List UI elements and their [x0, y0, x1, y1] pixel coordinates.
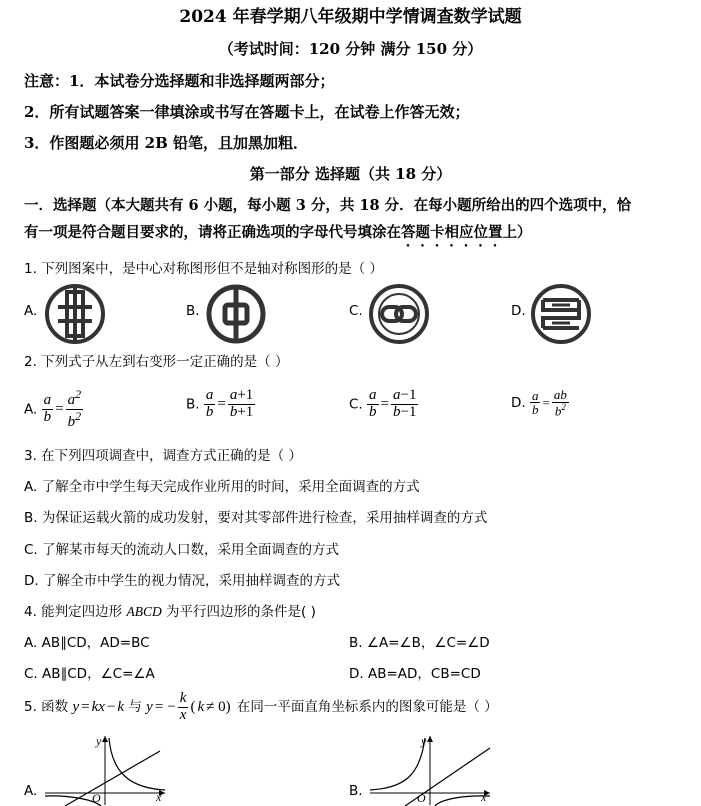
section-intro-line1: 一．选择题（本大题共有 6 小题，每小题 3 分，共 18 分．在每小题所给出的四个选项中，恰 [24, 197, 632, 214]
fraction: $\frac{k}{x}$ [179, 689, 187, 723]
q2-option-a-label: A. [24, 401, 38, 418]
q4-option-a: A. AB∥CD，AD=BC [24, 635, 150, 651]
q4-stem-text-end: 为平行四边形的条件是( ) [161, 604, 316, 620]
section-intro-line2 [24, 221, 532, 250]
chain-link-logo-icon [368, 283, 430, 345]
fraction: $\frac{a^2}{b^2}$ [67, 387, 82, 430]
fraction: $\frac{a}{b}$ [531, 387, 539, 418]
question-1-stem: 1. 下列图案中，是中心对称图形但不是轴对称图形的是（ ） [24, 261, 383, 277]
q3-option-a: A. 了解全市中学生每天完成作业所用的时间，采用全面调查的方式 [24, 479, 420, 495]
q3-option-d: D. 了解全市中学生的视力情况，采用抽样调查的方式 [24, 573, 340, 589]
q5-option-b-label: B. [349, 783, 363, 799]
q5-b-origin-label: O [417, 791, 426, 805]
q4-option-b: B. ∠A=∠B，∠C=∠D [349, 635, 490, 651]
question-2-stem: 2. 下列式子从左到右变形一定正确的是（ ） [24, 354, 289, 370]
fraction: $\frac{ab}{b^2}$ [553, 387, 567, 418]
q2-option-d-label: D. [511, 394, 526, 411]
q5-graph-a [40, 733, 170, 806]
q5-a-origin-label: O [92, 791, 101, 805]
bank-of-china-logo-icon [205, 283, 267, 345]
q1-option-a-label: A. [24, 303, 38, 319]
q2-option-b: B. $\frac{a}{b}$ = $\frac{a+1}{b+1}$ [186, 387, 254, 420]
exam-info: （考试时间：120 分钟 满分 150 分） [218, 40, 483, 58]
q5-a-x-axis-label: x [156, 790, 162, 804]
question-3-stem: 3. 在下列四项调查中，调查方式正确的是（ ） [24, 448, 302, 464]
q1-option-d-label: D. [511, 303, 526, 319]
q4-option-d: D. AB=AD，CB=CD [349, 666, 481, 682]
note-2: 2．所有试题答案一律填涂或书写在答题卡上，在试卷上作答无效； [24, 103, 470, 121]
q2-option-c-label: C. [349, 396, 363, 413]
intro-text-emphasis: 答题卡相应位置 [401, 224, 503, 241]
fraction: $\frac{a}{b}$ [369, 387, 377, 420]
q5-b-y-axis-label: y [421, 734, 427, 748]
q2-option-a: A. $\frac{a}{b}$ = $\frac{a^2}{b^2}$ [24, 387, 82, 430]
q5-stem-text-end: 在同一平面直角坐标系内的图象可能是（ ） [232, 699, 498, 715]
q1-option-b-label: B. [186, 303, 200, 319]
bank-logo-icon [530, 283, 592, 345]
q5-graph-b [365, 733, 495, 806]
note-3: 3．作图题必须用 2B 铅笔，且加黑加粗． [24, 134, 308, 152]
q2-option-c: C. $\frac{a}{b}$ = $\frac{a-1}{b-1}$ [349, 387, 417, 420]
question-4-stem [24, 600, 316, 620]
section-heading: 第一部分 选择题（共 18 分） [249, 165, 452, 183]
q2-option-b-label: B. [186, 396, 200, 413]
fraction: $\frac{a}{b}$ [43, 392, 52, 425]
note-1: 注意：1．本试卷分选择题和非选择题两部分； [24, 72, 335, 90]
intro-text-a: 有一项是符合题目要求的，请将正确选项的字母代号填涂在 [24, 224, 401, 241]
question-5-stem: 5. 函数 y = kx − k 与 y = − $\frac{k}{x}$ ( k ≠ 0) 在同一平面直角坐标系内的图象可能是（ ） [24, 689, 498, 723]
page-title: 2024 年春学期八年级期中学情调查数学试题 [179, 7, 522, 27]
q5-stem-text: 5. 函数 [24, 699, 73, 715]
q5-a-y-axis-label: y [96, 734, 102, 748]
intro-text-c: 上） [502, 224, 532, 241]
q5-option-a-label: A. [24, 783, 38, 799]
bank-logo-icon [44, 283, 106, 345]
q4-stem-text: 4. 能判定四边形 [24, 604, 127, 620]
fraction: $\frac{a-1}{b-1}$ [392, 387, 417, 420]
fraction: $\frac{a+1}{b+1}$ [229, 387, 254, 420]
q5-b-x-axis-label: x [481, 790, 487, 804]
fraction: $\frac{a}{b}$ [205, 387, 214, 420]
q4-option-c: C. AB∥CD，∠C=∠A [24, 666, 155, 682]
q4-stem-variable: ABCD [126, 604, 162, 619]
q2-option-d: D. $\frac{a}{b}$ = $\frac{ab}{b^2}$ [511, 387, 567, 418]
q3-option-c: C. 了解某市每天的流动人口数，采用全面调查的方式 [24, 542, 340, 558]
q3-option-b: B. 为保证运载火箭的成功发射，要对其零部件进行检查，采用抽样调查的方式 [24, 510, 488, 526]
q1-option-c-label: C. [349, 303, 363, 319]
